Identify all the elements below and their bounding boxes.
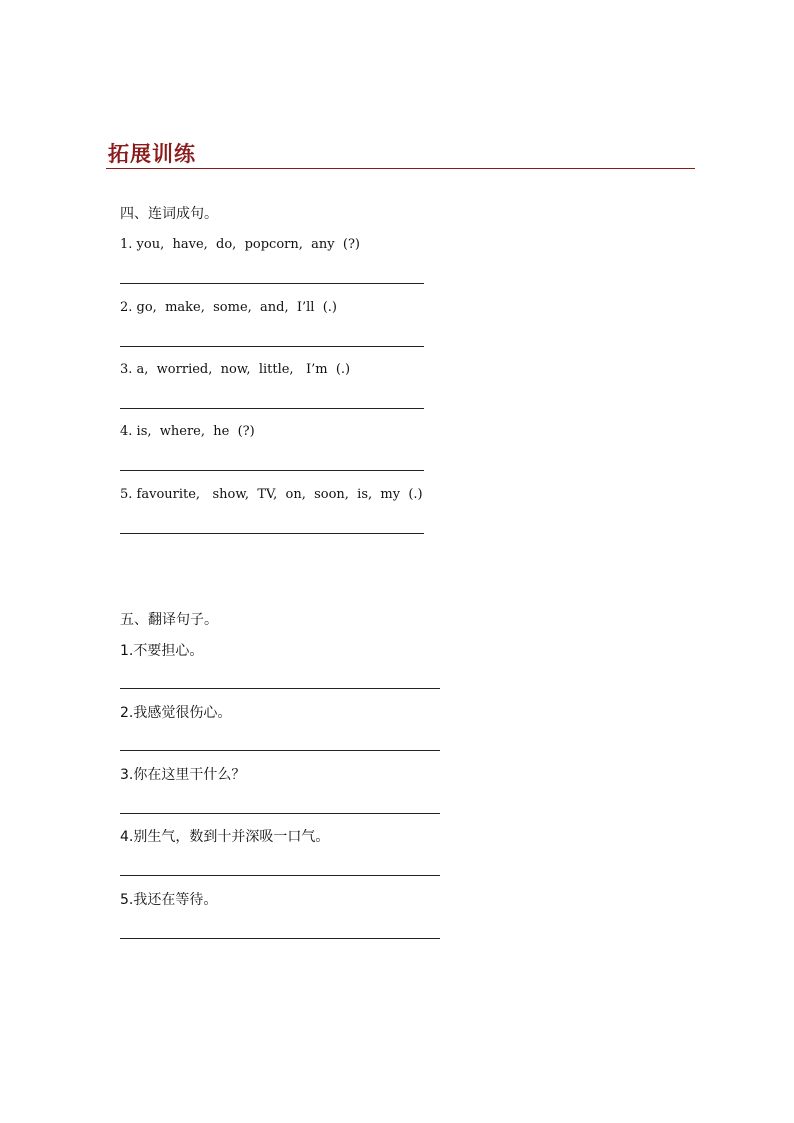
question-4-5: 5. favourite, show, TV, on, soon, is, my (.): [120, 487, 423, 502]
answer-line-5-1[interactable]: [120, 688, 440, 689]
question-4-1: 1. you, have, do, popcorn, any (?): [120, 237, 360, 252]
question-4-2: 2. go, make, some, and, I’ll (.): [120, 300, 338, 315]
section-heading: 拓展训练: [108, 142, 196, 166]
question-5-3: 3.你在这里干什么？: [120, 767, 246, 783]
answer-line-4-2[interactable]: [120, 346, 424, 347]
heading-divider: [106, 168, 695, 169]
answer-line-4-4[interactable]: [120, 470, 424, 471]
question-4-3: 3. a, worried, now, little, I’m (.): [120, 362, 351, 377]
question-5-4: 4.别生气，数到十并深吸一口气。: [120, 829, 330, 845]
answer-line-5-4[interactable]: [120, 875, 440, 876]
answer-line-4-5[interactable]: [120, 533, 424, 534]
section-4-title: 四、连词成句。: [120, 206, 218, 222]
answer-line-5-2[interactable]: [120, 750, 440, 751]
section-5-title: 五、翻译句子。: [120, 612, 218, 628]
answer-line-4-1[interactable]: [120, 283, 424, 284]
answer-line-4-3[interactable]: [120, 408, 424, 409]
answer-line-5-3[interactable]: [120, 813, 440, 814]
answer-line-5-5[interactable]: [120, 938, 440, 939]
question-5-1: 1.不要担心。: [120, 643, 204, 659]
question-5-5: 5.我还在等待。: [120, 892, 218, 908]
question-5-2: 2.我感觉很伤心。: [120, 705, 232, 721]
question-4-4: 4. is, where, he (?): [120, 424, 255, 439]
